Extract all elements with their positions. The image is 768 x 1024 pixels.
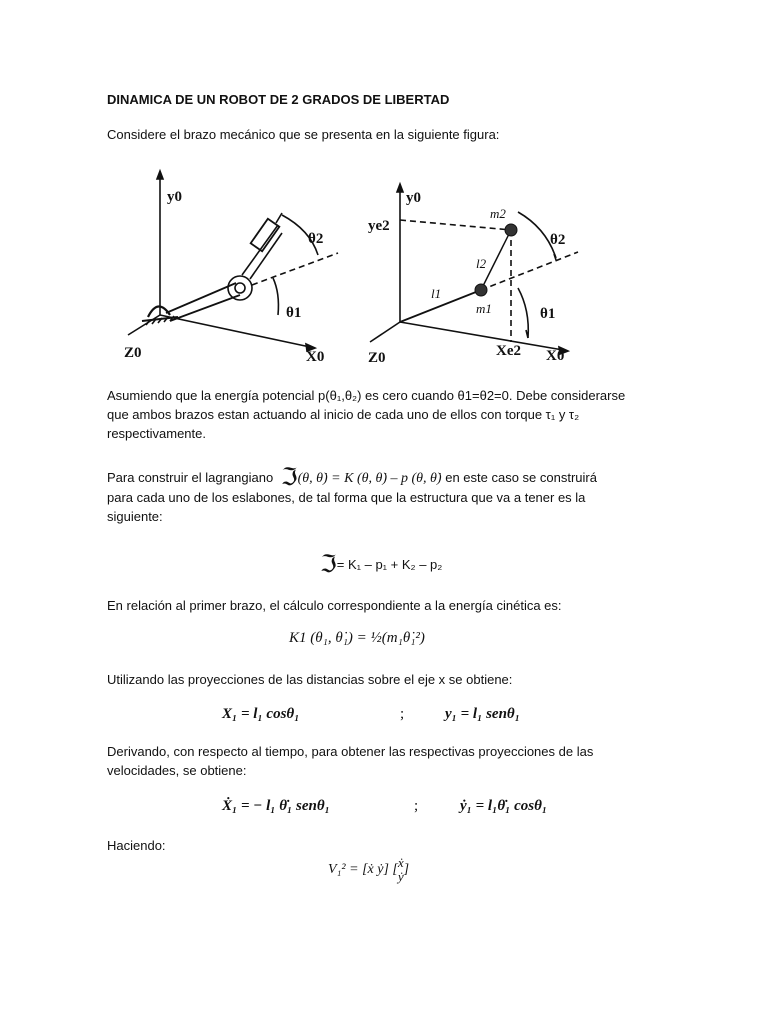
link-l1-label: l1	[431, 286, 442, 301]
lagrangian-structure-equation	[320, 550, 442, 579]
paragraph-line: siguiente:	[107, 509, 163, 524]
y1-dot-equation: ẏ₁ = l₁θ̇₁ cosθ₁	[460, 798, 548, 814]
lagrangian-line	[107, 465, 597, 491]
right-ye2-label: ye2	[368, 218, 390, 234]
haciendo-text: Haciendo:	[107, 838, 166, 853]
lagrangian-structure-text: = K₁ – p₁ + K₂ – p₂	[336, 557, 443, 572]
document-title: DINAMICA DE UN ROBOT DE 2 GRADOS DE LIBERTAD	[107, 92, 450, 107]
paragraph-line: Derivando, con respecto al tiempo, para obtener las respectivas proyecciones de las	[107, 744, 594, 759]
fraktur-i-symbol: ℑ	[320, 552, 337, 578]
left-y-axis-label: y0	[167, 189, 182, 205]
kinetic-energy-equation: K1 (θ₁, θ̇₁) = ½(m₁θ̇₁²)	[289, 630, 425, 646]
lagrangian-post-text: en este caso se construirá	[445, 470, 597, 485]
lagrangian-paragraph	[107, 465, 597, 526]
derivative-paragraph	[107, 742, 593, 780]
velocity-squared-equation	[328, 856, 409, 884]
intro-text: Considere el brazo mecánico que se presenta en la siguiente figura:	[107, 127, 500, 142]
equation-separator: ;	[400, 706, 405, 722]
right-theta2-label: θ2	[550, 232, 566, 248]
right-xe2-label: Xe2	[496, 343, 521, 359]
paragraph-line: para cada uno de los eslabones, de tal forma que la estructura que va a tener es la	[107, 490, 586, 505]
paragraph-line: respectivamente.	[107, 426, 206, 441]
fraktur-i-symbol: ℑ	[280, 465, 298, 491]
equation-separator: ;	[414, 798, 419, 814]
robot-model-diagram	[368, 180, 588, 370]
left-z-axis-label: Z0	[124, 345, 142, 361]
robot-arm-sketch	[110, 165, 340, 370]
right-x-axis-label: X0	[546, 348, 565, 364]
mass-m2-label: m2	[490, 206, 506, 221]
x1-equation: X₁ = l₁ cosθ₁	[222, 706, 300, 722]
right-y-axis-label: y0	[406, 190, 421, 206]
right-theta1-label: θ1	[540, 306, 556, 322]
lagrangian-intro-text: Para construir el lagrangiano	[107, 470, 274, 485]
vector-bottom: ẏ	[397, 869, 404, 884]
mass-m1-label: m1	[476, 301, 492, 316]
x1-dot-equation: Ẋ₁ = − l₁ θ̇₁ senθ₁	[222, 798, 330, 814]
lagrangian-expression: (θ, θ̇) = K (θ, θ̇) – p (θ, θ̇)	[297, 471, 442, 486]
paragraph-line: velocidades, se obtiene:	[107, 763, 247, 778]
link-l2-label: l2	[476, 256, 487, 271]
paragraph-line: que ambos brazos estan actuando al inicio de cada uno de ellos con torque τ₁ y τ₂	[107, 407, 580, 422]
kinetic-energy-intro: En relación al primer brazo, el cálculo correspondiente a la energía cinética es:	[107, 598, 562, 613]
vector-top: ẋ	[397, 855, 404, 870]
velocity-rhs: ]	[403, 862, 410, 878]
velocity-lhs: V₁² = [ẋ ẏ] [	[328, 862, 398, 878]
left-theta1-label: θ1	[286, 305, 302, 321]
potential-energy-paragraph	[107, 386, 625, 443]
paragraph-line: Asumiendo que la energía potencial p(θ₁,θ₂) es cero cuando θ1=θ2=0. Debe considerarse	[107, 388, 626, 403]
y1-equation: y₁ = l₁ senθ₁	[445, 706, 520, 722]
right-z-axis-label: Z0	[368, 350, 386, 366]
projection-intro: Utilizando las proyecciones de las distancias sobre el eje x se obtiene:	[107, 672, 513, 687]
left-theta2-label: θ2	[308, 231, 324, 247]
left-x-axis-label: X0	[306, 349, 325, 365]
